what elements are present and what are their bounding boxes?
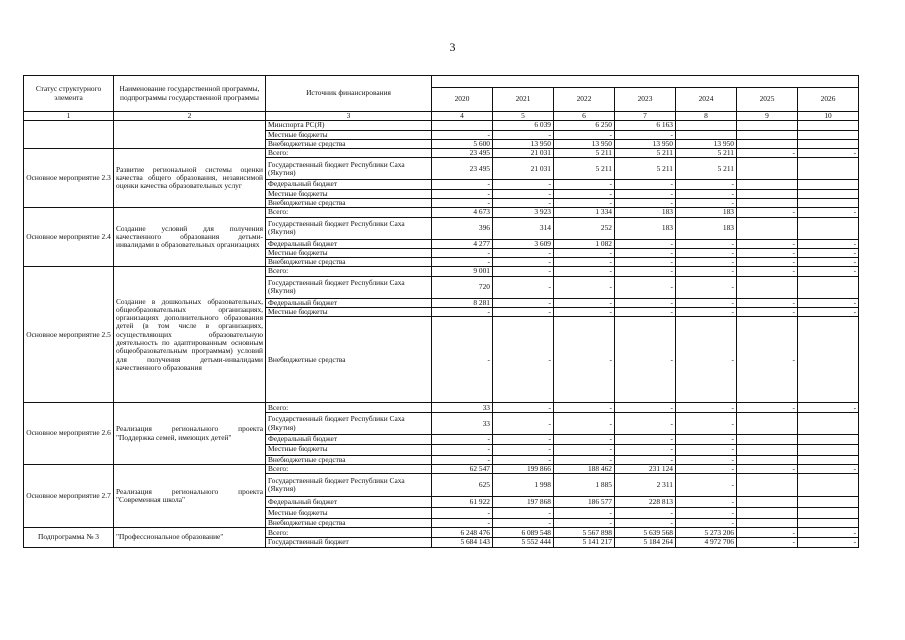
amount-cell: [737, 217, 798, 239]
amount-cell: 2 311: [615, 474, 676, 497]
amount-cell: -: [615, 508, 676, 519]
amount-cell: -: [676, 307, 737, 316]
amount-cell: -: [554, 403, 615, 413]
amount-cell: -: [554, 189, 615, 198]
amount-cell: -: [554, 307, 615, 316]
amount-cell: [798, 413, 859, 435]
funding-source: Федеральный бюджет: [266, 497, 432, 508]
table-row: [24, 528, 859, 538]
amount-cell: -: [615, 403, 676, 413]
amount-cell: 3 609: [493, 239, 554, 248]
funding-source: Всего:: [266, 208, 432, 217]
element-status: Основное мероприятие 2.5: [24, 267, 114, 403]
table-row: [24, 208, 859, 217]
amount-cell: [737, 139, 798, 148]
funding-source: Всего:: [266, 149, 432, 158]
amount-cell: -: [676, 276, 737, 298]
funding-source: Государственный бюджет Республики Саха (Якутия): [266, 158, 432, 180]
amount-cell: 61 922: [432, 497, 493, 508]
funding-source: Внебюджетные средства: [266, 519, 432, 528]
funding-source: Всего:: [266, 464, 432, 473]
element-status: Основное мероприятие 2.7: [24, 464, 114, 528]
amount-cell: [737, 121, 798, 130]
amount-cell: -: [798, 307, 859, 316]
financing-table: [23, 75, 859, 548]
amount-cell: 4 972 706: [676, 538, 737, 547]
amount-cell: -: [676, 239, 737, 248]
element-name: Развитие региональной системы оценки качества общего образования, независимой оценки качества образовательных услуг: [114, 149, 266, 208]
funding-source: Местные бюджеты: [266, 508, 432, 519]
amount-cell: [737, 474, 798, 497]
amount-cell: [737, 276, 798, 298]
amount-cell: [737, 189, 798, 198]
amount-cell: -: [676, 444, 737, 455]
amount-cell: [798, 158, 859, 180]
element-status: Подпрограмма № 3: [24, 528, 114, 547]
element-status: [24, 121, 114, 149]
amount-cell: -: [737, 267, 798, 276]
amount-cell: [676, 121, 737, 130]
amount-cell: 5 184 264: [615, 538, 676, 547]
element-status: Основное мероприятие 2.4: [24, 208, 114, 267]
amount-cell: -: [737, 149, 798, 158]
amount-cell: 6 039: [493, 121, 554, 130]
amount-cell: 13 950: [676, 139, 737, 148]
element-name: Создание условий для получения качественного образования детьми-инвалидами в образовательных организациях: [114, 208, 266, 267]
funding-source: Минспорта РС(Я): [266, 121, 432, 130]
amount-cell: -: [737, 258, 798, 267]
amount-cell: -: [798, 538, 859, 547]
amount-cell: 5 639 568: [615, 528, 676, 538]
amount-cell: [737, 508, 798, 519]
amount-cell: -: [554, 519, 615, 528]
amount-cell: -: [554, 413, 615, 435]
amount-cell: -: [615, 248, 676, 257]
amount-cell: -: [493, 189, 554, 198]
amount-cell: -: [615, 130, 676, 139]
amount-cell: -: [554, 267, 615, 276]
funding-source: Государственный бюджет: [266, 538, 432, 547]
amount-cell: [737, 435, 798, 444]
amount-cell: 5 211: [676, 158, 737, 180]
amount-cell: -: [676, 258, 737, 267]
amount-cell: 5 211: [554, 149, 615, 158]
header-source: Источник финансирования: [266, 76, 432, 112]
amount-cell: -: [432, 455, 493, 464]
amount-cell: [798, 317, 859, 403]
funding-source: Внебюджетные средства: [266, 317, 432, 403]
amount-cell: 23 495: [432, 149, 493, 158]
amount-cell: 23 495: [432, 158, 493, 180]
amount-cell: -: [432, 130, 493, 139]
funding-source: Местные бюджеты: [266, 444, 432, 455]
amount-cell: [798, 474, 859, 497]
column-index: 5: [493, 112, 554, 121]
amount-cell: -: [798, 208, 859, 217]
amount-cell: -: [493, 267, 554, 276]
amount-cell: [737, 519, 798, 528]
header-name: Наименование государственной программы, подпрограммы государственной программы: [114, 76, 266, 112]
amount-cell: -: [554, 198, 615, 207]
amount-cell: [798, 130, 859, 139]
amount-cell: 33: [432, 403, 493, 413]
amount-cell: -: [493, 444, 554, 455]
amount-cell: [737, 158, 798, 180]
amount-cell: -: [432, 198, 493, 207]
amount-cell: 5 552 444: [493, 538, 554, 547]
amount-cell: 13 950: [615, 139, 676, 148]
amount-cell: 1 998: [493, 474, 554, 497]
amount-cell: 6 248 476: [432, 528, 493, 538]
amount-cell: -: [737, 528, 798, 538]
header-year: 2020: [432, 88, 493, 112]
table-row: [24, 403, 859, 413]
amount-cell: 21 031: [493, 149, 554, 158]
amount-cell: [737, 444, 798, 455]
amount-cell: 4 673: [432, 208, 493, 217]
element-status: Основное мероприятие 2.6: [24, 403, 114, 465]
funding-source: Внебюджетные средства: [266, 455, 432, 464]
column-index: 1: [24, 112, 114, 121]
funding-source: Местные бюджеты: [266, 248, 432, 257]
amount-cell: [798, 217, 859, 239]
amount-cell: -: [493, 435, 554, 444]
funding-source: Местные бюджеты: [266, 130, 432, 139]
amount-cell: -: [615, 298, 676, 307]
amount-cell: -: [493, 455, 554, 464]
amount-cell: [798, 189, 859, 198]
amount-cell: [737, 180, 798, 189]
amount-cell: 625: [432, 474, 493, 497]
amount-cell: [737, 198, 798, 207]
amount-cell: 3 923: [493, 208, 554, 217]
amount-cell: -: [432, 189, 493, 198]
amount-cell: -: [737, 239, 798, 248]
table-row: [24, 149, 859, 158]
amount-cell: -: [615, 307, 676, 316]
amount-cell: [798, 455, 859, 464]
amount-cell: [737, 497, 798, 508]
table-row: [24, 267, 859, 276]
amount-cell: -: [676, 413, 737, 435]
amount-cell: 199 866: [493, 464, 554, 473]
amount-cell: 6 163: [615, 121, 676, 130]
amount-cell: -: [432, 317, 493, 403]
amount-cell: [737, 455, 798, 464]
amount-cell: [737, 130, 798, 139]
amount-cell: -: [493, 198, 554, 207]
amount-cell: [798, 497, 859, 508]
funding-source: Всего:: [266, 403, 432, 413]
amount-cell: -: [493, 519, 554, 528]
amount-cell: -: [432, 180, 493, 189]
amount-cell: -: [798, 248, 859, 257]
column-index: 10: [798, 112, 859, 121]
amount-cell: 231 124: [615, 464, 676, 473]
amount-cell: -: [554, 130, 615, 139]
table-row: [24, 121, 859, 130]
amount-cell: -: [676, 508, 737, 519]
funding-source: Государственный бюджет Республики Саха (Якутия): [266, 276, 432, 298]
funding-source: Местные бюджеты: [266, 189, 432, 198]
amount-cell: 396: [432, 217, 493, 239]
amount-cell: [798, 180, 859, 189]
amount-cell: 62 547: [432, 464, 493, 473]
amount-cell: 314: [493, 217, 554, 239]
amount-cell: -: [798, 149, 859, 158]
amount-cell: -: [676, 317, 737, 403]
amount-cell: -: [554, 276, 615, 298]
amount-cell: -: [737, 403, 798, 413]
amount-cell: -: [798, 267, 859, 276]
amount-cell: 5 600: [432, 139, 493, 148]
funding-source: Всего:: [266, 528, 432, 538]
amount-cell: -: [432, 248, 493, 257]
element-name: "Профессиональное образование": [114, 528, 266, 547]
amount-cell: -: [615, 444, 676, 455]
amount-cell: -: [493, 508, 554, 519]
column-index: 2: [114, 112, 266, 121]
amount-cell: -: [615, 267, 676, 276]
funding-source: Всего:: [266, 267, 432, 276]
amount-cell: [798, 444, 859, 455]
amount-cell: -: [432, 508, 493, 519]
amount-cell: -: [676, 519, 737, 528]
amount-cell: [798, 198, 859, 207]
header-status: Статус структурного элемента: [24, 76, 114, 112]
amount-cell: -: [676, 403, 737, 413]
header-year: 2023: [615, 88, 676, 112]
funding-source: Государственный бюджет Республики Саха (Якутия): [266, 217, 432, 239]
amount-cell: 188 462: [554, 464, 615, 473]
table-row: [24, 464, 859, 473]
amount-cell: -: [493, 130, 554, 139]
amount-cell: 183: [676, 217, 737, 239]
column-index: 8: [676, 112, 737, 121]
amount-cell: -: [493, 413, 554, 435]
amount-cell: [798, 519, 859, 528]
amount-cell: -: [615, 276, 676, 298]
amount-cell: -: [615, 317, 676, 403]
amount-cell: [798, 139, 859, 148]
column-index: 9: [737, 112, 798, 121]
amount-cell: [798, 276, 859, 298]
header-year: 2025: [737, 88, 798, 112]
amount-cell: 183: [615, 217, 676, 239]
funding-source: Внебюджетные средства: [266, 139, 432, 148]
amount-cell: [432, 121, 493, 130]
element-name: Реализация регионального проекта "Поддержка семей, имеющих детей": [114, 403, 266, 465]
amount-cell: 4 277: [432, 239, 493, 248]
amount-cell: -: [676, 435, 737, 444]
funding-source: Федеральный бюджет: [266, 435, 432, 444]
table-body: [24, 121, 859, 547]
amount-cell: 5 211: [615, 158, 676, 180]
amount-cell: -: [615, 413, 676, 435]
amount-cell: -: [737, 317, 798, 403]
amount-cell: [798, 435, 859, 444]
element-name: Реализация регионального проекта "Современная школа": [114, 464, 266, 528]
funding-source: Государственный бюджет Республики Саха (Якутия): [266, 413, 432, 435]
amount-cell: -: [554, 298, 615, 307]
page-number: 3: [449, 40, 456, 54]
amount-cell: 8 281: [432, 298, 493, 307]
element-name: Создание в дошкольных образовательных, общеобразовательных организациях, организациях дополнительного образования детей (в том числе в организациях, осуществляющих образовательную деятельность по адаптированным основным общеобразовательным программам) условий для получения детьми-инвалидами качественного образования: [114, 267, 266, 403]
amount-cell: -: [432, 258, 493, 267]
amount-cell: -: [798, 258, 859, 267]
header-year: 2026: [798, 88, 859, 112]
amount-cell: -: [615, 198, 676, 207]
amount-cell: 183: [676, 208, 737, 217]
amount-cell: [676, 130, 737, 139]
amount-cell: -: [615, 519, 676, 528]
amount-cell: -: [737, 208, 798, 217]
amount-cell: [798, 508, 859, 519]
element-status: Основное мероприятие 2.3: [24, 149, 114, 208]
amount-cell: -: [432, 435, 493, 444]
amount-cell: 5 141 217: [554, 538, 615, 547]
amount-cell: 21 031: [493, 158, 554, 180]
amount-cell: -: [493, 307, 554, 316]
column-index: 6: [554, 112, 615, 121]
amount-cell: -: [554, 508, 615, 519]
amount-cell: [737, 413, 798, 435]
amount-cell: 6 089 548: [493, 528, 554, 538]
amount-cell: 6 250: [554, 121, 615, 130]
amount-cell: -: [676, 497, 737, 508]
amount-cell: -: [432, 444, 493, 455]
amount-cell: 13 950: [554, 139, 615, 148]
amount-cell: -: [493, 403, 554, 413]
amount-cell: -: [615, 189, 676, 198]
amount-cell: -: [432, 519, 493, 528]
amount-cell: 5 211: [554, 158, 615, 180]
amount-cell: -: [554, 444, 615, 455]
column-index: 3: [266, 112, 432, 121]
funding-source: Федеральный бюджет: [266, 298, 432, 307]
amount-cell: 5 211: [676, 149, 737, 158]
amount-cell: 33: [432, 413, 493, 435]
amount-cell: 5 684 143: [432, 538, 493, 547]
amount-cell: -: [798, 298, 859, 307]
amount-cell: -: [676, 267, 737, 276]
amount-cell: -: [615, 239, 676, 248]
amount-cell: -: [676, 474, 737, 497]
amount-cell: -: [554, 435, 615, 444]
amount-cell: 720: [432, 276, 493, 298]
amount-cell: -: [737, 464, 798, 473]
amount-cell: -: [554, 248, 615, 257]
funding-source: Государственный бюджет Республики Саха (Якутия): [266, 474, 432, 497]
amount-cell: -: [615, 258, 676, 267]
amount-cell: -: [676, 189, 737, 198]
column-index: 4: [432, 112, 493, 121]
amount-cell: 228 813: [615, 497, 676, 508]
amount-cell: -: [615, 180, 676, 189]
amount-cell: 183: [615, 208, 676, 217]
amount-cell: -: [493, 276, 554, 298]
amount-cell: -: [615, 435, 676, 444]
amount-cell: -: [493, 180, 554, 189]
amount-cell: -: [554, 455, 615, 464]
amount-cell: -: [493, 258, 554, 267]
amount-cell: 252: [554, 217, 615, 239]
amount-cell: -: [554, 317, 615, 403]
amount-cell: -: [737, 538, 798, 547]
funding-source: Внебюджетные средства: [266, 198, 432, 207]
amount-cell: 9 001: [432, 267, 493, 276]
amount-cell: -: [676, 464, 737, 473]
amount-cell: 1 885: [554, 474, 615, 497]
amount-cell: -: [493, 298, 554, 307]
amount-cell: -: [676, 180, 737, 189]
amount-cell: 1 334: [554, 208, 615, 217]
amount-cell: -: [493, 248, 554, 257]
header-year: 2021: [493, 88, 554, 112]
amount-cell: 13 950: [493, 139, 554, 148]
amount-cell: 186 577: [554, 497, 615, 508]
amount-cell: -: [798, 403, 859, 413]
amount-cell: 5 567 898: [554, 528, 615, 538]
funding-source: Федеральный бюджет: [266, 239, 432, 248]
amount-cell: -: [798, 464, 859, 473]
amount-cell: -: [676, 198, 737, 207]
amount-cell: 5 211: [615, 149, 676, 158]
header-year: 2022: [554, 88, 615, 112]
amount-cell: 1 082: [554, 239, 615, 248]
amount-cell: -: [798, 239, 859, 248]
amount-cell: -: [554, 180, 615, 189]
amount-cell: -: [432, 307, 493, 316]
amount-cell: 197 868: [493, 497, 554, 508]
amount-cell: -: [737, 298, 798, 307]
funding-source: Внебюджетные средства: [266, 258, 432, 267]
header-years-group: [432, 76, 859, 88]
funding-source: Федеральный бюджет: [266, 180, 432, 189]
amount-cell: -: [737, 248, 798, 257]
element-name: [114, 121, 266, 149]
amount-cell: -: [737, 307, 798, 316]
amount-cell: -: [554, 258, 615, 267]
amount-cell: -: [798, 528, 859, 538]
amount-cell: -: [676, 455, 737, 464]
amount-cell: -: [493, 317, 554, 403]
amount-cell: -: [615, 455, 676, 464]
amount-cell: -: [676, 248, 737, 257]
funding-source: Местные бюджеты: [266, 307, 432, 316]
amount-cell: [798, 121, 859, 130]
amount-cell: 5 273 206: [676, 528, 737, 538]
column-index: 7: [615, 112, 676, 121]
amount-cell: -: [676, 298, 737, 307]
header-year: 2024: [676, 88, 737, 112]
